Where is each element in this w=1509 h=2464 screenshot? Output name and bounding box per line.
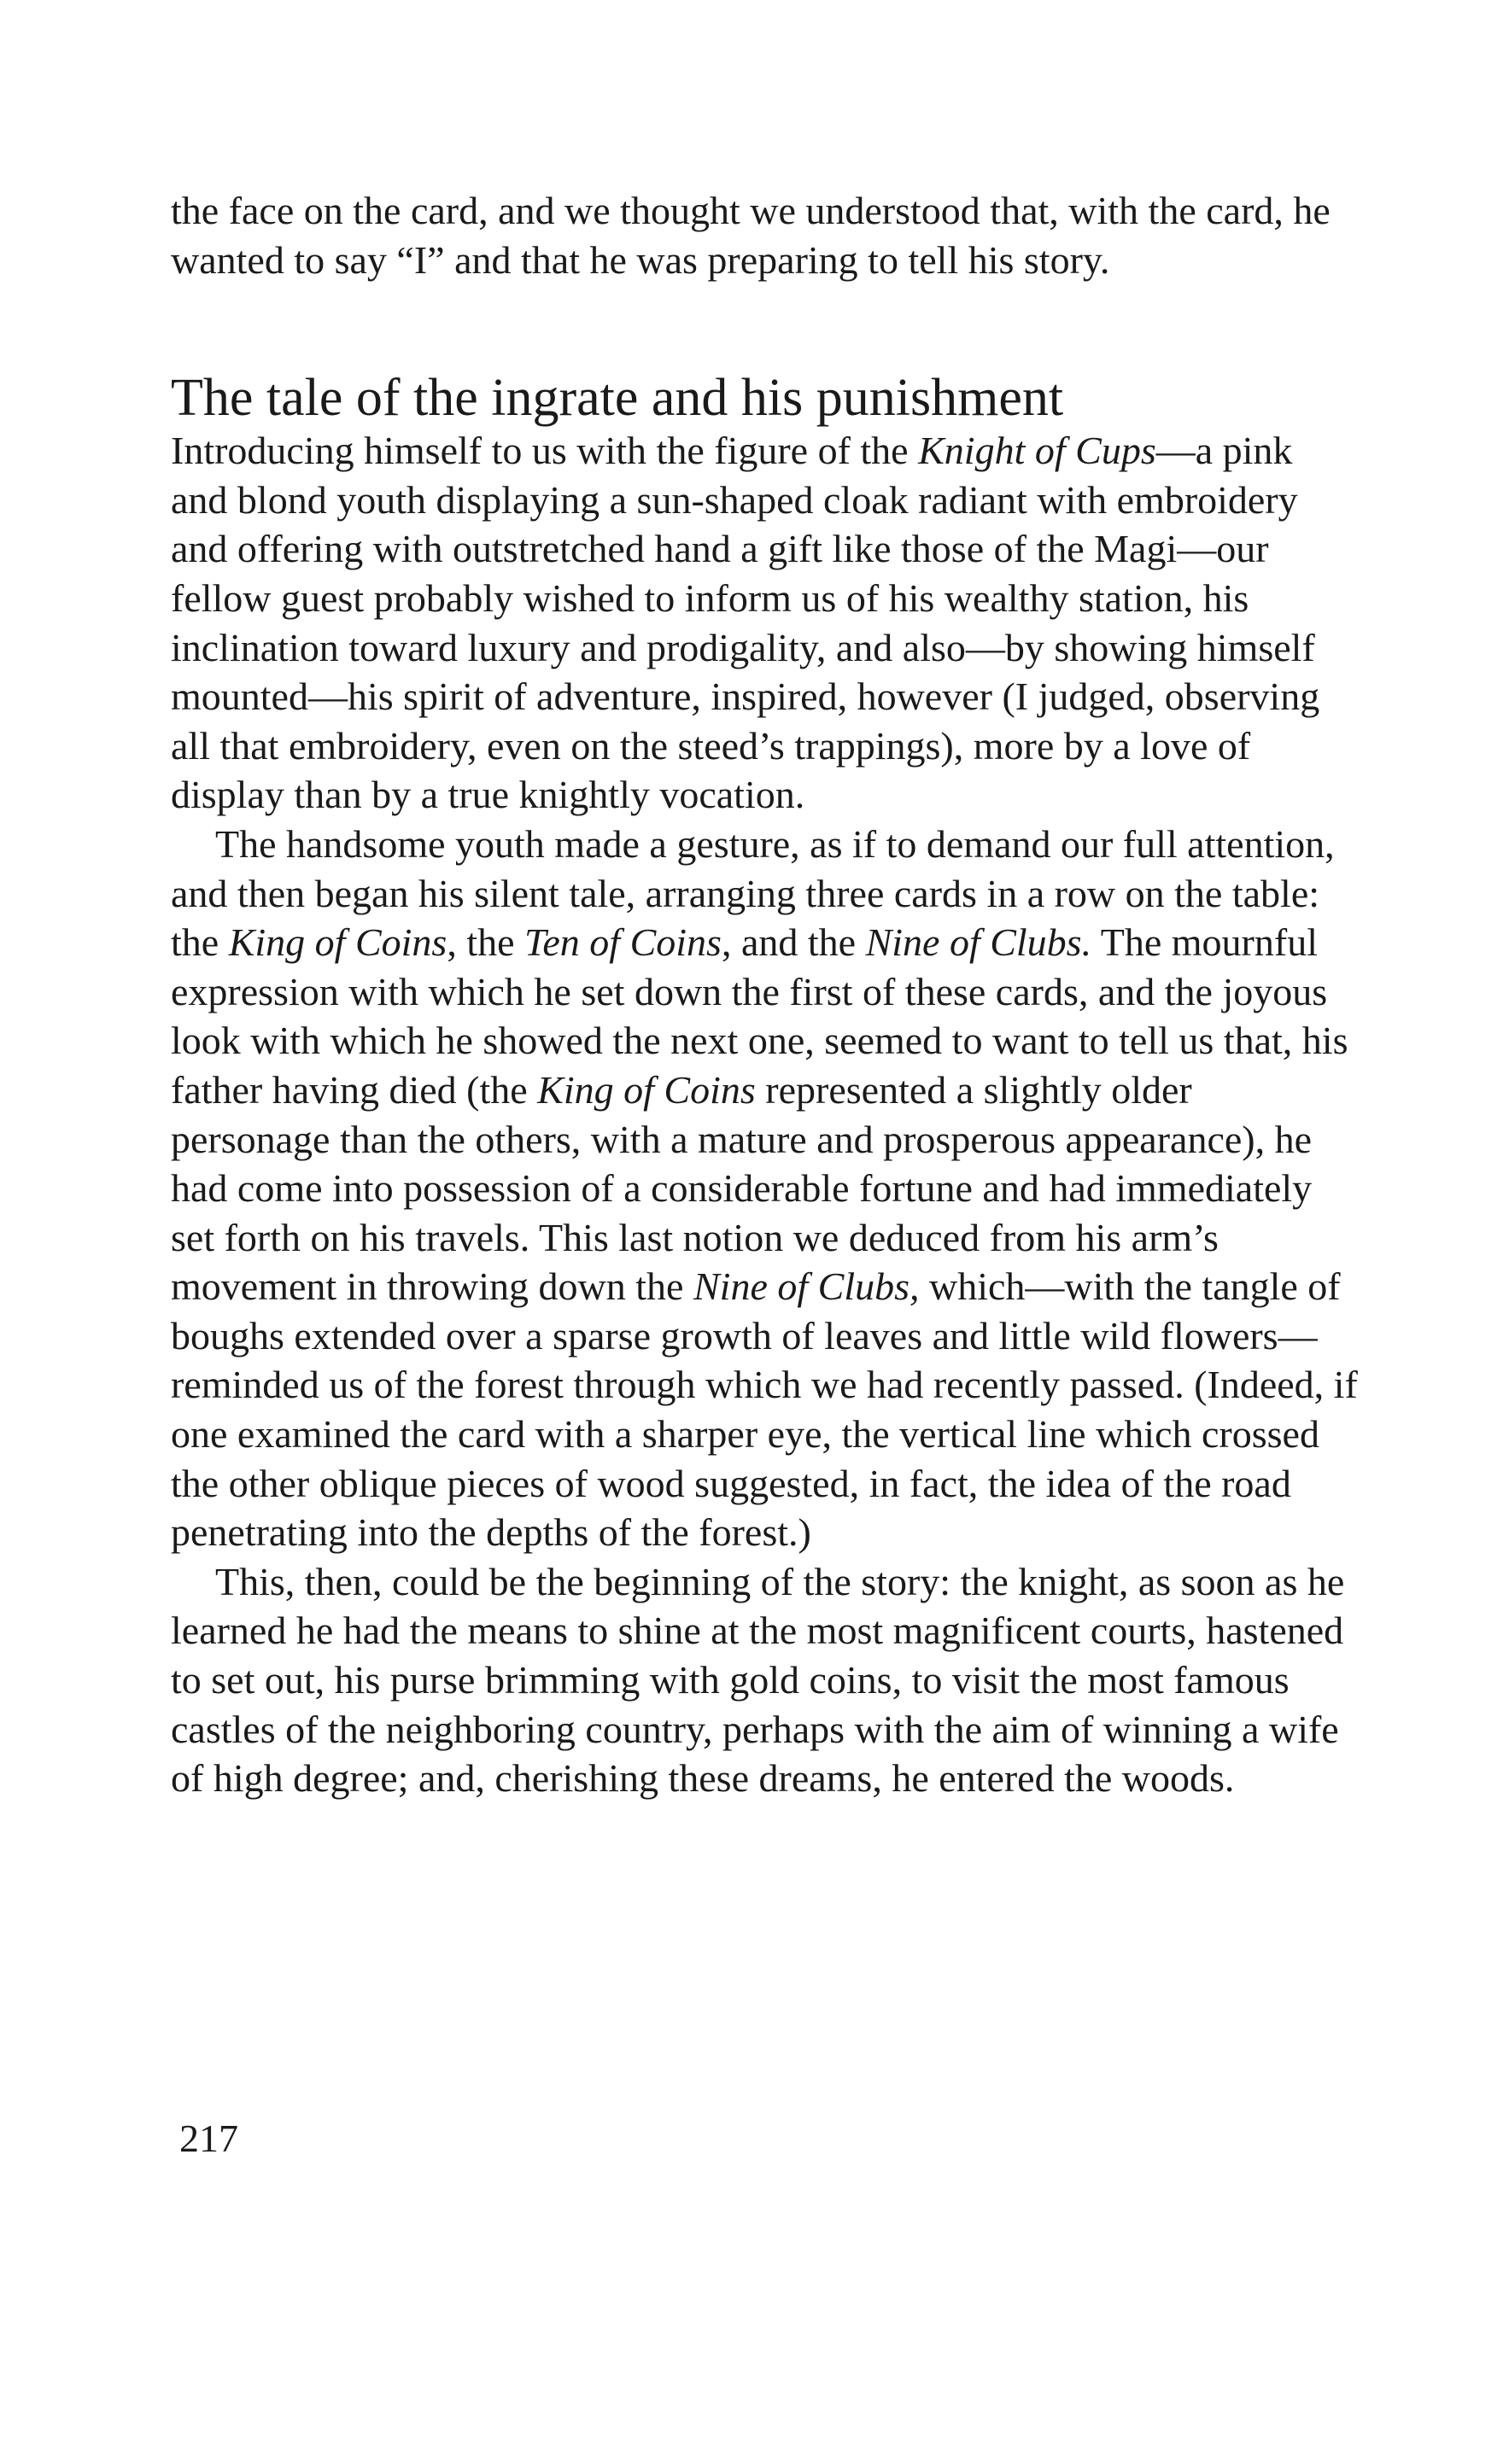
p2-text-b: , the (447, 920, 525, 965)
card-knight-of-cups: Knight of Cups (918, 429, 1156, 473)
card-king-of-coins-2: King of Coins (537, 1067, 756, 1112)
p2-text-c: , and the (721, 920, 866, 965)
p2-text-f: which—with the tangle of boughs extended over a sparse growth of leaves and little wild flowers—reminded us of the forest through which we had recently passed. (Indeed, if one examined the card with a sharper eye, the vertical line which crossed the other oblique pieces of wood suggested, in fact, the idea of the road penetrating into the depths of the forest.) (171, 1264, 1358, 1555)
p1-text-b: —a pink and blond youth displaying a sun-shaped cloak radiant with embroidery and offering with outstretched hand a gift like those of the Magi—our fellow guest probably wished to inform us of his wealthy station, his inclination toward luxury and prodigality, and also—by showing himself mounted—his spirit of adventure, inspired, however (I judged, observing all that embroidery, even on the steed’s trappings), more by a love of display than by a true knightly vocation. (171, 429, 1320, 817)
card-king-of-coins: King of Coins (228, 920, 447, 965)
opening-paragraph: the face on the card, and we thought we understood that, with the card, he wanted to say “I” and that he was preparing to tell his story. (171, 189, 1331, 282)
card-nine-of-clubs: Nine of Clubs. (865, 920, 1092, 965)
p1-text-a: Introducing himself to us with the figure of the (171, 429, 919, 473)
card-nine-of-clubs-2: Nine of Clubs, (693, 1264, 920, 1309)
section-heading: The tale of the ingrate and his punishment (171, 369, 1064, 428)
p2-text-d: The mournful expression with which he set down the first of these cards, and the joyous look with which he showed the next one, seemed to want to tell us that, his father having died (the (171, 920, 1348, 1112)
paragraph-3: This, then, could be the beginning of the story: the knight, as soon as he learned he had the means to shine at the most magnificent courts, hastened to set out, his purse brimming with gold coins, to visit the most famous castles of the neighboring country, perhaps with the aim of winning a wife of high degree; and, cherishing these dreams, he entered the woods. (171, 1559, 1345, 1801)
p2-text-e: represented a slightly older personage than the others, with a mature and prosperous appearance), he had come into possession of a considerable fortune and had immediately set forth on his travels. This last notion we deduced from his arm’s movement in throwing down the (171, 1067, 1313, 1309)
card-ten-of-coins: Ten of Coins (524, 920, 722, 965)
page-number: 217 (179, 2117, 238, 2160)
paragraph-1 (171, 426, 1358, 820)
page-body (171, 186, 1358, 1803)
p2-text-a: The handsome youth made a gesture, as if to demand our full attention, and then began his silent tale, arranging three cards in a row on the table: the (171, 821, 1335, 965)
paragraph-2 (171, 820, 1358, 1557)
